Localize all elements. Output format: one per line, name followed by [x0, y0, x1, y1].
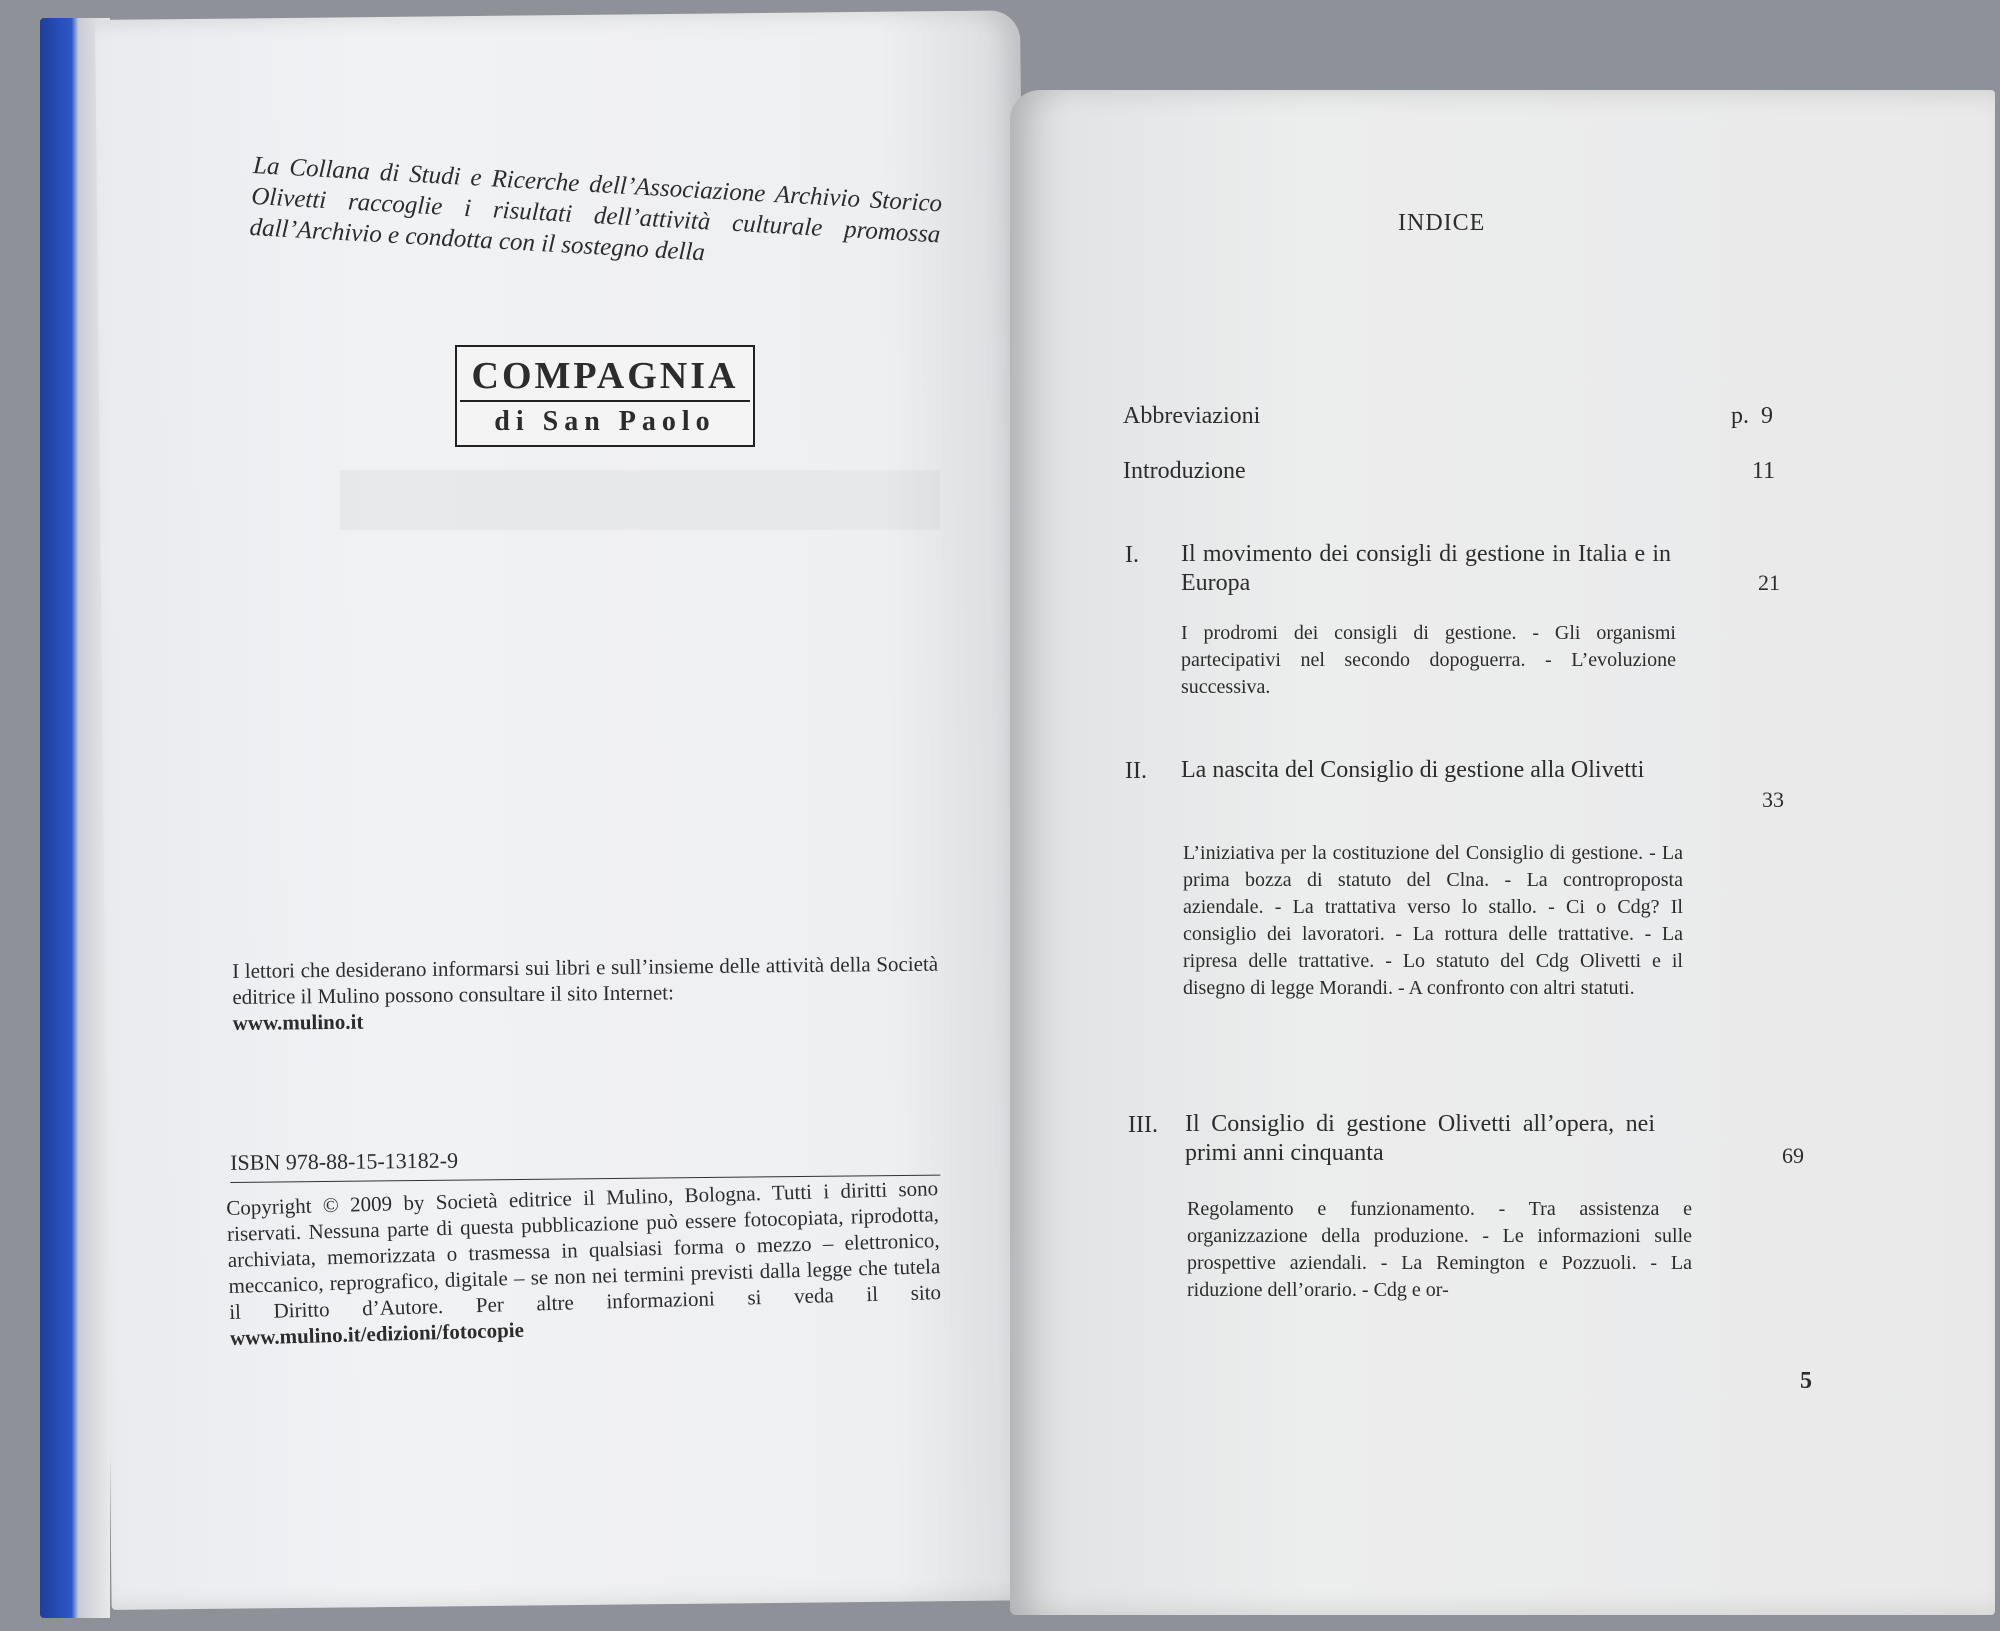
chapter-2-title: La nascita del Consiglio di gestione alla Olivetti [1181, 757, 1645, 783]
chapter-2-number: II. [1125, 758, 1147, 784]
chapter-3-number: III. [1128, 1112, 1158, 1138]
index-title: INDICE [1398, 210, 1486, 236]
chapter-1-page: 21 [1758, 570, 1780, 595]
logo-line-1: COMPAGNIA [471, 355, 739, 397]
isbn: ISBN 978-88-15-13182-9 [230, 1143, 940, 1183]
toc-entry-page: 11 [1751, 458, 1775, 484]
compagnia-san-paolo-logo [455, 345, 755, 447]
chapter-3-page: 69 [1782, 1143, 1804, 1168]
readers-note-text: I lettori che desiderano informarsi sui libri e sull’insieme delle attività della Società editrice il Mulino possono consultare il sito Internet: [232, 951, 939, 1009]
chapter-1-number: I. [1125, 542, 1139, 568]
show-through-shadow [340, 470, 940, 530]
toc-entry-introduzione [1123, 458, 1823, 485]
readers-url: www.mulino.it [232, 1009, 364, 1035]
page-number: 5 [1800, 1368, 1812, 1394]
toc-entry-label: Introduzione [1123, 458, 1246, 484]
chapter-1-title: Il movimento dei consigli di gestione in Italia e in Europa [1181, 541, 1671, 596]
chapter-3-description: Regolamento e funzionamento. - Tra assistenza e organizzazione della produzione. - Le informazioni sulle prospettive aziendali. - La Remington e Pozzuoli. - La riduzione dell’orario. - Cdg e or- [1187, 1198, 1692, 1301]
chapter-2-description: L’iniziativa per la costituzione del Consiglio di gestione. - La prima bozza di statuto del Clna. - La controproposta aziendale. - La trattativa verso lo stallo. - Ci o Cdg? Il consiglio dei lavoratori. - La rottura delle trattative. - La ripresa delle trattative. - Lo statuto del Cdg Olivetti e il disegno di legge Morandi. - A confronto con altri statuti. [1183, 842, 1683, 999]
chapter-2-page: 33 [1762, 787, 1784, 812]
readers-note [232, 951, 939, 1036]
copyright-text: Copyright © 2009 by Società editrice il Mulino, Bologna. Tutti i diritti sono riservati. Nessuna parte di questa pubblicazione può essere fotocopiata, riprodotta, archiviata, memorizzata o trasmessa in qualsiasi forma o mezzo – elettronico, meccanico, reprografico, digitale – se non nei termini previsti dalla legge che tutela il Diritto d’Autore. Per altre informazioni si veda il sito [226, 1176, 942, 1324]
chapter-1-description: I prodromi dei consigli di gestione. - Gli organismi partecipativi nel secondo dopoguerra. - L’evoluzione successiva. [1181, 622, 1676, 698]
chapter-3-title: Il Consiglio di gestione Olivetti all’opera, nei primi anni cinquanta [1185, 1111, 1655, 1166]
toc-entry-abbreviazioni [1123, 403, 1823, 430]
toc-entry-label: Abbreviazioni [1123, 403, 1261, 429]
copyright-url: www.mulino.it/edizioni/fotocopie [229, 1317, 525, 1350]
logo-line-2: di San Paolo [460, 400, 750, 442]
copyright-notice [226, 1175, 942, 1351]
series-intro-text: La Collana di Studi e Ricerche dell’Associazione Archivio Storico Olivetti raccoglie i risultati dell’attività culturale promossa dall’Archivio e condotta con il sostegno della [248, 151, 943, 267]
toc-entry-page: p. 9 [1731, 403, 1773, 429]
